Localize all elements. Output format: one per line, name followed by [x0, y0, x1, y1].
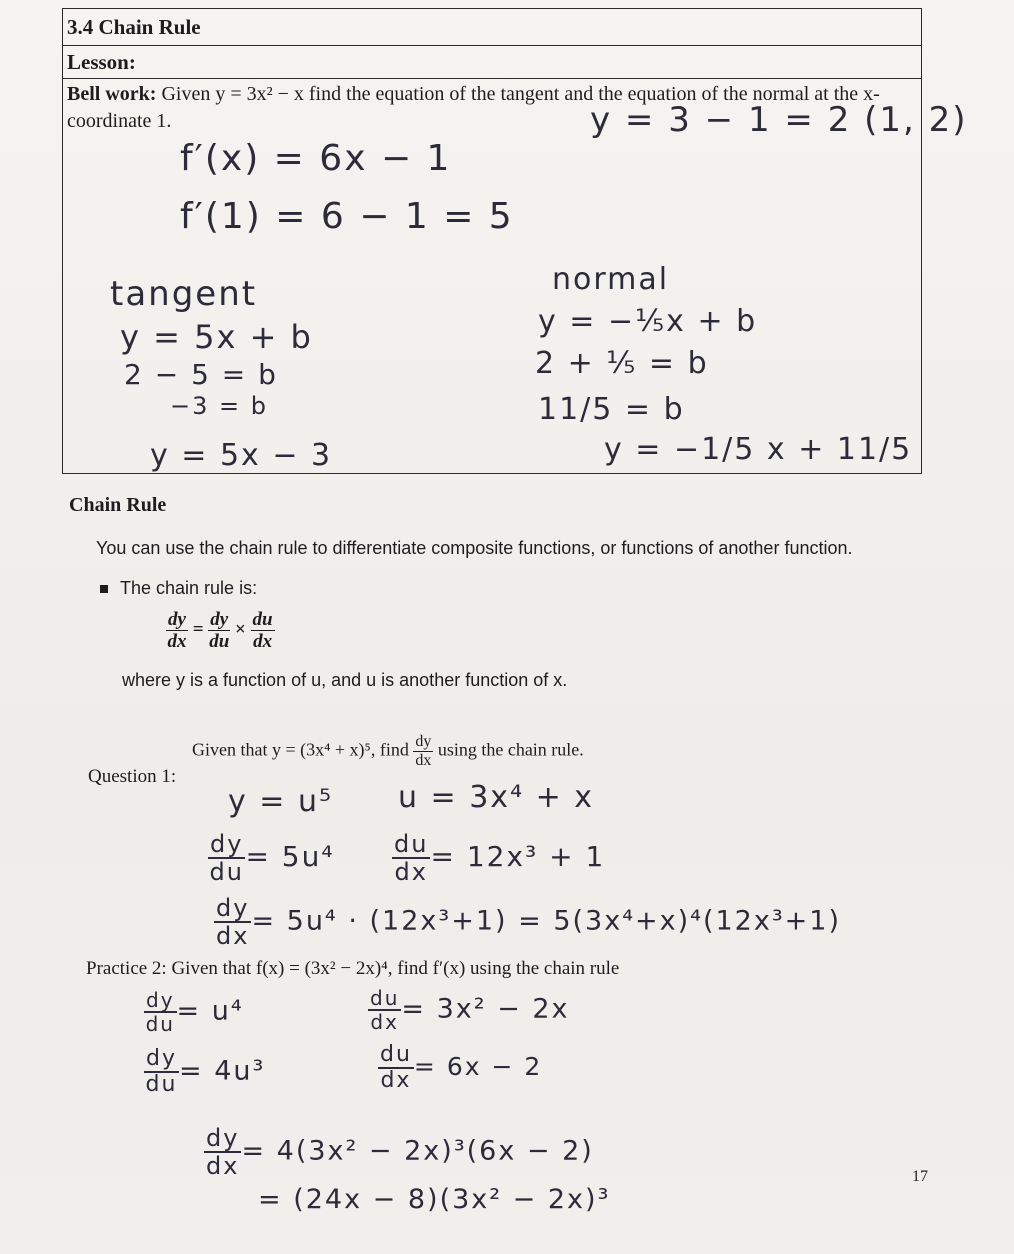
- hw-tangent-label: tangent: [110, 274, 258, 314]
- q1-prompt-a: Given that y = (3x⁴ + x)⁵, find: [192, 739, 409, 760]
- hw-normal-label: normal: [552, 262, 670, 297]
- bellwork-label: Bell work:: [67, 83, 157, 105]
- formula-equals: =: [192, 618, 204, 640]
- hw-tangent-2: 2 − 5 = b: [124, 358, 278, 391]
- chain-bullet: [100, 578, 257, 599]
- hw-q1-dudx: $\frac{du}{dx}$ = 12x³ + 1: [394, 830, 606, 886]
- formula-times: ×: [234, 618, 246, 640]
- hw-q1-final: $\frac{dy}{dx}$ = 5u⁴ · (12x³+1) = 5(3x⁴+x)⁴(12x³+1): [216, 894, 841, 950]
- q1-prompt: [192, 734, 584, 769]
- formula-r1: $\frac{dy}{du}$: [209, 609, 230, 652]
- section-title: 3.4 Chain Rule: [63, 9, 922, 46]
- chain-heading: Chain Rule: [69, 494, 167, 516]
- q1-label: Question 1:: [88, 766, 177, 787]
- chain-formula: [166, 610, 275, 651]
- page-number: 17: [912, 1168, 928, 1185]
- formula-lhs: $\frac{dy}{dx}$: [167, 609, 187, 652]
- hw-tangent-4: y = 5x − 3: [150, 438, 333, 473]
- hw-tangent-3: −3 = b: [170, 392, 268, 420]
- hw-deriv-at: f′(1) = 6 − 1 = 5: [180, 196, 514, 237]
- bellwork-question: Given y = 3x² − x find the equation of the tangent and the equation of the normal at the x-coordinate 1.: [67, 83, 880, 132]
- hw-q1-u: u = 3x⁴ + x: [398, 780, 595, 815]
- hw-normal-1: y = −⅕x + b: [538, 304, 758, 339]
- hw-tangent-1: y = 5x + b: [120, 318, 313, 356]
- chain-bullet-text: The chain rule is:: [120, 578, 258, 598]
- lesson-label: Lesson:: [63, 46, 922, 79]
- hw-p2-a: $\frac{dy}{du}$ = u⁴: [145, 988, 244, 1036]
- hw-normal-3: 11/5 = b: [538, 392, 685, 427]
- formula-r2: $\frac{du}{dx}$: [252, 609, 273, 652]
- hw-normal-4: y = −1/5 x + 11/5: [604, 432, 913, 467]
- chain-intro: You can use the chain rule to differentiate composite functions, or functions of another function.: [96, 538, 853, 558]
- hw-p2-e: $\frac{dy}{dx}$ = 4(3x² − 2x)³(6x − 2): [206, 1124, 594, 1180]
- p2-prompt: Practice 2: Given that f(x) = (3x² − 2x)⁴, find f′(x) using the chain rule: [86, 958, 620, 979]
- hw-p2-f: = (24x − 8)(3x² − 2x)³: [258, 1184, 611, 1215]
- hw-q1-y: y = u⁵: [228, 784, 334, 819]
- q1-frac: $\frac{dy}{dx}$: [415, 733, 432, 769]
- hw-normal-2: 2 + ⅕ = b: [535, 346, 709, 381]
- chain-where: where y is a function of u, and u is another function of x.: [122, 670, 568, 690]
- hw-deriv: f′(x) = 6x − 1: [180, 138, 452, 179]
- hw-q1-dydu: $\frac{dy}{du}$ = 5u⁴: [209, 830, 335, 886]
- hw-p2-c: $\frac{dy}{du}$ = 4u³: [145, 1046, 266, 1097]
- hw-point: y = 3 − 1 = 2 (1, 2): [590, 100, 968, 140]
- bullet-square-icon: [100, 585, 108, 593]
- hw-p2-b: $\frac{du}{dx}$ = 3x² − 2x: [370, 986, 570, 1034]
- hw-p2-d: $\frac{du}{dx}$ = 6x − 2: [380, 1042, 543, 1093]
- q1-prompt-b: using the chain rule.: [437, 739, 584, 760]
